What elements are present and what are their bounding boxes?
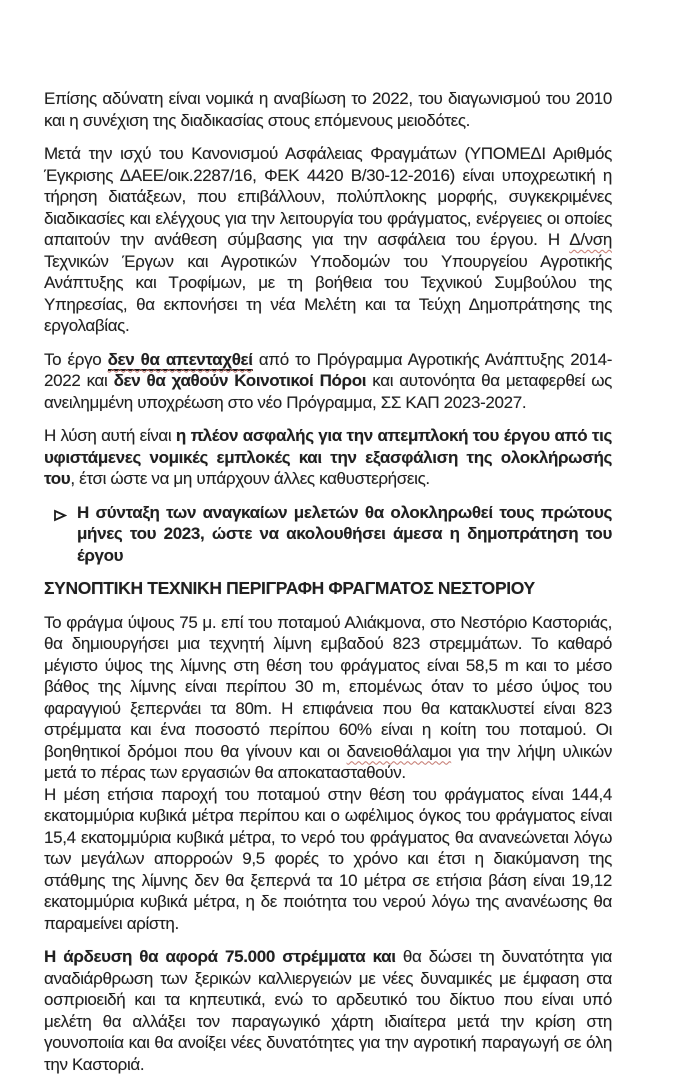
emphasis-not-removed: δεν θα απενταχθεί: [107, 349, 253, 369]
paragraph-irrigation: [44, 946, 612, 1075]
spellcheck-word-dnsi: Δ/νση: [569, 230, 612, 249]
emphasis-no-loss-of-funds: δεν θα χαθούν Κοινοτικοί Πόροι: [113, 371, 367, 390]
text-run: Τεχνικών Έργων και Αγροτικών Υποδομών του Υπουργείου Αγροτικής Ανάπτυξης και Τροφίμων, με τη βοήθεια του Τεχνικού Συμβούλου της Υπηρεσίας, θα εκπονήσει τη νέα Μελέτη και τα Τεύχη Δημοπράτησης της εργολαβίας.: [44, 251, 612, 335]
bullet-arrow-icon: [53, 502, 68, 567]
spellcheck-word-daneiothalamoi: δανειοθάλαμοι: [346, 741, 452, 761]
bullet-item: [44, 502, 612, 567]
text-run: και αυτονόητα θα μεταφερθεί ως ανειλημμένη υποχρέωση στο νέο Πρόγραμμα, ΣΣ ΚΑΠ 2023-2027.: [44, 371, 613, 412]
text-run: , έτσι ώστε να μη υπάρχουν άλλες καθυστερήσεις.: [70, 469, 430, 488]
section-heading: ΣΥΝΟΠΤΙΚΗ ΤΕΧΝΙΚΗ ΠΕΡΙΓΡΑΦΗ ΦΡΑΓΜΑΤΟΣ ΝΕΣΤΟΡΙΟΥ: [44, 578, 535, 598]
bullet-text: Η σύνταξη των αναγκαίων μελετών θα ολοκληρωθεί τους πρώτους μήνες του 2023, ώστε να ακολουθήσει άμεσα η δημοπράτηση του έργου: [77, 502, 612, 565]
text-run: Η λύση αυτή είναι: [44, 426, 176, 445]
text-run: Το έργο: [44, 349, 108, 369]
text-run: για την λήψη υλικών μετά το πέρας των εργασιών θα αποκατασταθούν.: [44, 741, 612, 782]
paragraph-solution: [44, 425, 612, 490]
paragraph-hydrology: Η μέση ετήσια παροχή του ποταμού στην θέση του φράγματος είναι 144,4 εκατομμύρια κυβικά μέτρα περίπου και ο ωφέλιμος όγκος του φράγματος είναι 15,4 εκατομμύρια κυβικά μέτρα, το νερό του φράγματος θα ανανεώνεται λόγω των μεγάλων απορροών 9,5 φορές το χρόνο και έτσι η διακύμανση της στάθμης της λίμνης δεν θα ξεπερνά τα 10 μέτρα σε ετήσια βάση είναι 19,12 εκατομμύρια κυβικά μέτρα, η δε ποιότητα του νερού λόγω της ανανέωσης θα παραμείνει αρίστη.: [44, 784, 612, 933]
emphasis-safe-solution: η πλέον ασφαλής για την απεμπλοκή του έργου από τις υφιστάμενες νομικές εμπλοκές και την εξασφάλιση της ολοκλήρωσής του: [44, 426, 612, 488]
text-run: θα δώσει τη δυνατότητα για αναδιάρθρωση των ξερικών καλλιεργειών με νέες δυναμικές με έμφαση στα οσπριοειδή και τα κηπευτικά, ενώ το αρδευτικό του δίκτυο που είναι υπό μελέτη θα αλλάξει τον παραγωγικό χάρτη ιδιαίτερα μετά την κρίση στη γουνοποιία και θα ανοίξει νέες δυνατότητες για την αγροτική παραγωγή σε όλη την Καστοριά.: [44, 947, 612, 1074]
paragraph-regulation: [44, 143, 612, 337]
text-run: από το Πρόγραμμα Αγροτικής Ανάπτυξης 2014-2022 και: [44, 349, 613, 390]
emphasis-irrigation-area: Η άρδευση θα αφορά 75.000 στρέμματα και: [44, 947, 396, 966]
text-run: Το φράγμα ύψους 75 μ. επί του ποταμού Αλιάκμονα, στο Νεστόριο Καστοριάς, θα δημιουργήσει μια τεχνητή λίμνη εμβαδού 823 στρεμμάτων. Το καθαρό μέγιστο ύψος της λίμνης στη θέση του φράγματος είναι 58,5 m και το μέσο βάθος της λίμνης είναι περίπου 30 m, επομένως όταν το μέσο ύψος του φαραγγιού ξεπερνάει τα 80m. Η επιφάνεια που θα κατακλυστεί είναι 823 στρέμματα και ένα ποσοστό περίπου 60% είναι η κοίτη του ποταμού. Οι βοηθητικοί δρόμοι που θα γίνουν και οι: [44, 612, 612, 761]
paragraph-dam-description: [44, 612, 612, 784]
paragraph-revival: Επίσης αδύνατη είναι νομικά η αναβίωση το 2022, του διαγωνισμού του 2010 και η συνέχιση της διαδικασίας στους επόμενους μειοδότες.: [44, 89, 612, 130]
paragraph-funding: [44, 349, 612, 414]
text-run: Μετά την ισχύ του Κανονισμού Ασφάλειας Φραγμάτων (ΥΠΟΜΕΔΙ Αριθμός Έγκρισης ΔΑΕΕ/οικ.2287/16, ΦΕΚ 4420 Β/30-12-2016) είναι υποχρεωτική η τήρηση διατάξεων, που επιβάλλουν, πολύπλοκης μορφής, συγκεκριμένες διαδικασίες και ελέγχους για την λειτουργία του φράγματος, ενέργειες οι οποίες απαιτούν την ανάθεση σύμβασης για την ασφάλεια του έργου. Η: [44, 144, 612, 249]
